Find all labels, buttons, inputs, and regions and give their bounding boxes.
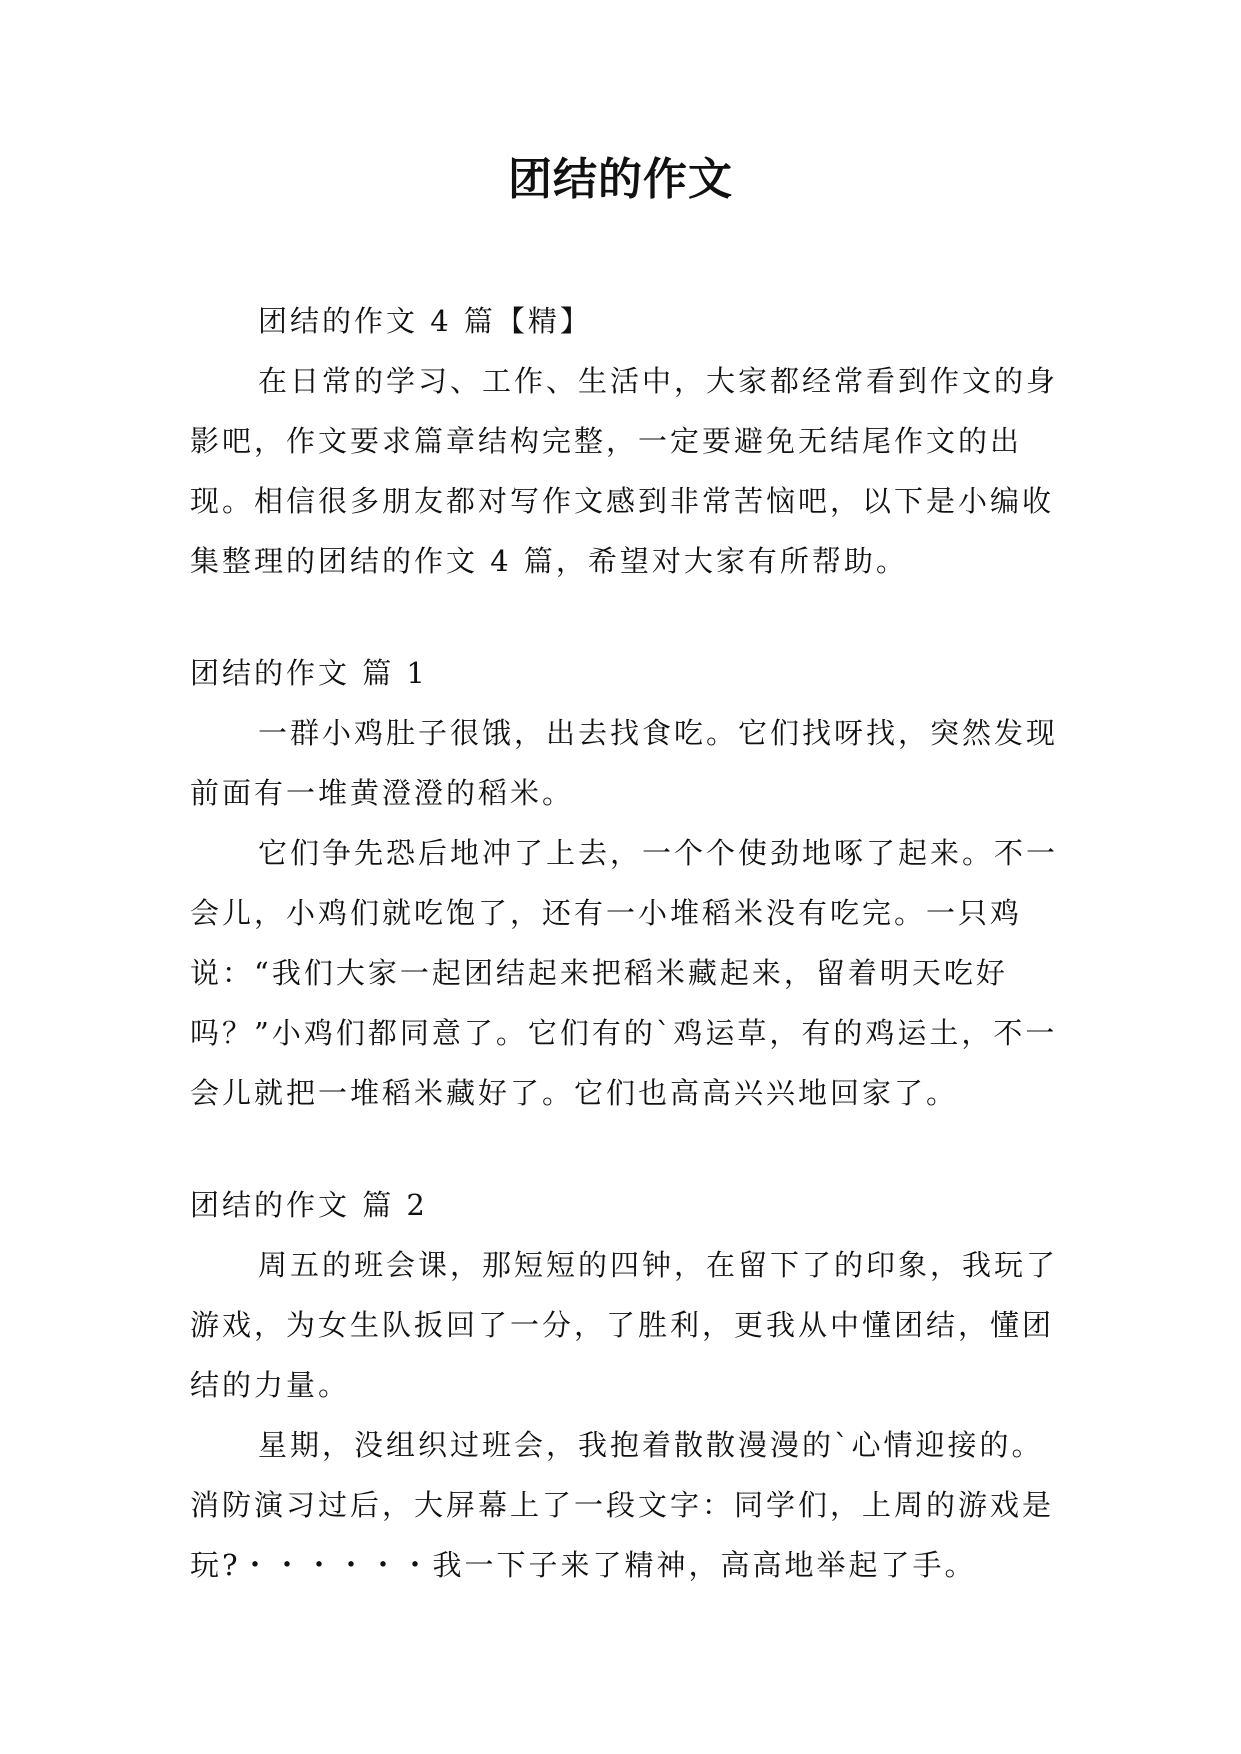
document-title: 团结的作文 [508, 154, 733, 205]
document-subtitle: 团结的作文 4 篇【精】 [258, 304, 592, 338]
section-1-paragraph-1: 一群小鸡肚子很饿，出去找食吃。它们找呀找，突然发现前面有一堆黄澄澄的稻米。 [190, 716, 1059, 810]
section-2-paragraph-1: 周五的班会课，那短短的四钟，在留下了的印象，我玩了游戏，为女生队扳回了一分，了胜利，更我从中懂团结，懂团结的力量。 [190, 1248, 1059, 1402]
section-heading-2: 团结的作文 篇 2 [190, 1188, 428, 1222]
section-gap [190, 591, 1070, 643]
intro-paragraph: 在日常的学习、工作、生活中，大家都经常看到作文的身影吧，作文要求篇章结构完整，一定要避免无结尾作文的出现。相信很多朋友都对写作文感到非常苦恼吧，以下是小编收集整理的团结的作文 4 篇，希望对大家有所帮助。 [190, 364, 1059, 578]
section-heading-1: 团结的作文 篇 1 [190, 656, 428, 690]
section-1-paragraph-2: 它们争先恐后地冲了上去，一个个使劲地啄了起来。不一会儿，小鸡们就吃饱了，还有一小堆稻米没有吃完。一只鸡说：“我们大家一起团结起来把稻米藏起来，留着明天吃好吗？”小鸡们都同意了。它们有的`鸡运草，有的鸡运土，不一会儿就把一堆稻米藏好了。它们也高高兴兴地回家了。 [190, 836, 1059, 1110]
document-body [190, 291, 1070, 1595]
section-2-paragraph-2: 星期，没组织过班会，我抱着散散漫漫的`心情迎接的。消防演习过后，大屏幕上了一段文字：同学们，上周的游戏是玩?・・・・・・我一下子来了精神，高高地举起了手。 [190, 1428, 1055, 1582]
section-gap [190, 1123, 1070, 1175]
